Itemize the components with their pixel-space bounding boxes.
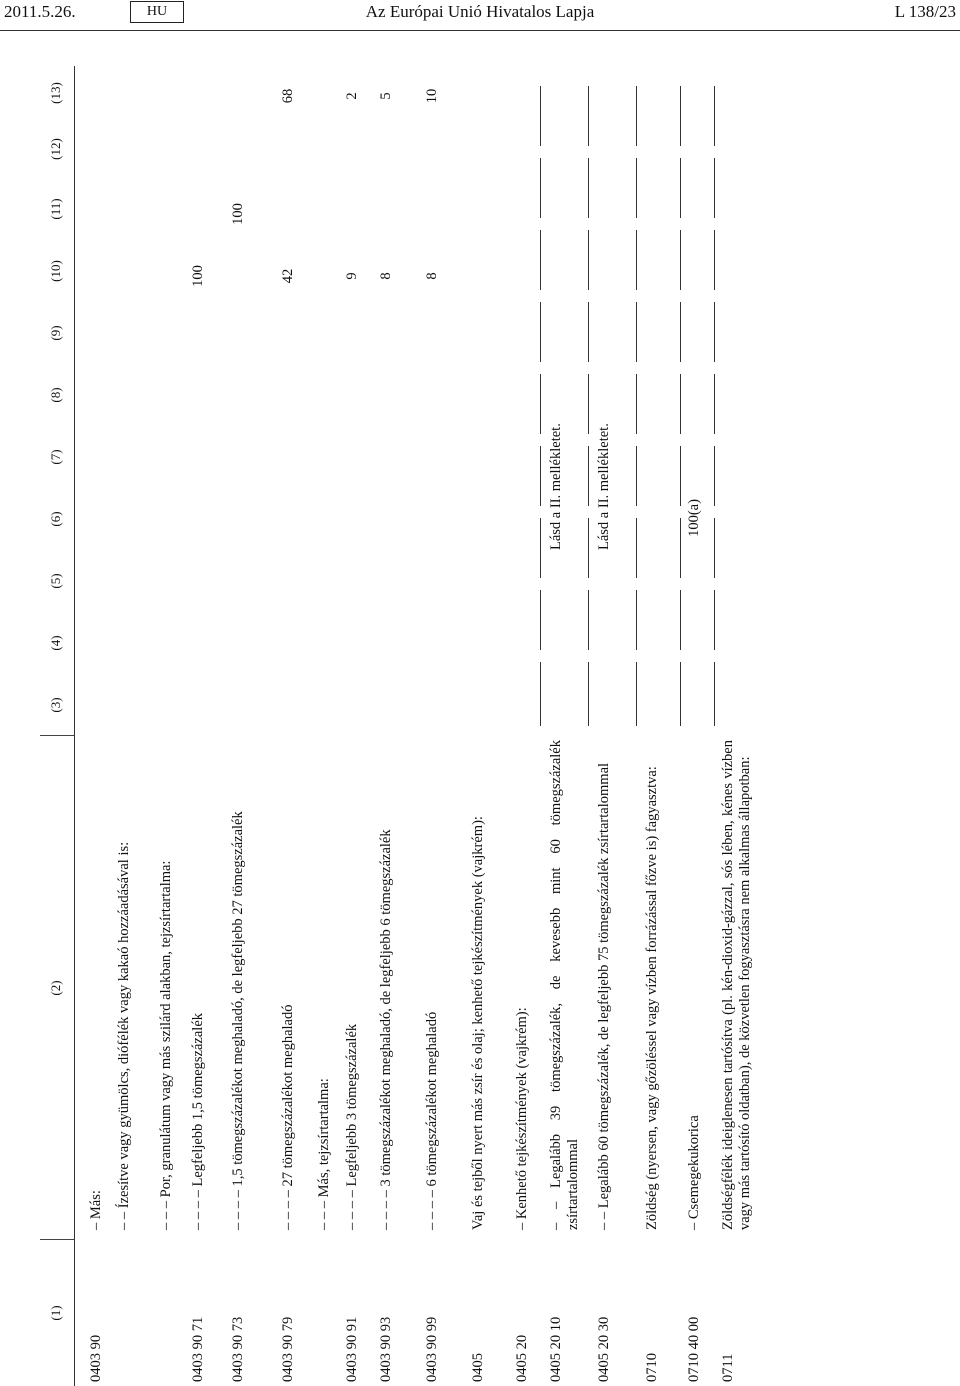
- goods-description: – – – – Legfeljebb 3 tömegszázalék: [344, 1023, 360, 1230]
- goods-description: – – – Más, tejzsírtartalma:: [316, 1078, 332, 1230]
- row-divider: [714, 518, 715, 578]
- column-header: (8): [48, 387, 63, 403]
- header-rule: [74, 66, 75, 1386]
- row-divider: [680, 374, 681, 434]
- column-header: (5): [48, 573, 63, 589]
- tariff-code: 0710 40 00: [686, 1316, 702, 1382]
- row-divider: [714, 446, 715, 506]
- row-divider: [540, 590, 541, 650]
- row-divider: [636, 158, 637, 218]
- row-divider: [636, 518, 637, 578]
- tariff-code: 0403 90 79: [280, 1316, 296, 1382]
- row-divider: [636, 302, 637, 362]
- row-divider: [540, 518, 541, 578]
- row-divider: [636, 662, 637, 726]
- row-divider: [714, 662, 715, 726]
- row-divider: [540, 662, 541, 726]
- row-divider: [540, 86, 541, 146]
- goods-description: – Kenhető tejkészítmények (vajkrém):: [514, 1007, 530, 1230]
- goods-description: – – Legalább 39 tömegszázalék, de kevesebb mint 60 tömegszázalék zsírtartalommal: [548, 740, 581, 1230]
- tariff-code: 0403 90 73: [230, 1316, 246, 1382]
- value-cell: 5: [378, 92, 394, 100]
- tariff-code: 0405: [470, 1353, 486, 1382]
- row-divider: [540, 446, 541, 506]
- value-cell: 100(a): [686, 499, 702, 537]
- row-divider: [636, 86, 637, 146]
- value-cell: 100: [190, 265, 206, 287]
- value-cell: 2: [344, 92, 360, 100]
- row-divider: [680, 518, 681, 578]
- tariff-code: 0403 90 93: [378, 1316, 394, 1382]
- row-divider: [680, 302, 681, 362]
- column-divider: [40, 1239, 74, 1240]
- row-divider: [588, 590, 589, 650]
- tariff-code: 0403 90 91: [344, 1316, 360, 1382]
- tariff-code: 0405 20: [514, 1334, 530, 1382]
- value-cell: 42: [280, 268, 296, 284]
- goods-description: – Csemegekukorica: [686, 1115, 702, 1230]
- row-divider: [680, 158, 681, 218]
- tariff-code: 0710: [644, 1353, 660, 1382]
- tariff-code: 0405 20 10: [548, 1316, 564, 1382]
- header-divider: [0, 30, 960, 31]
- row-divider: [714, 86, 715, 146]
- row-divider: [714, 590, 715, 650]
- row-divider: [588, 86, 589, 146]
- value-cell: 10: [424, 88, 440, 104]
- value-cell: 8: [424, 272, 440, 280]
- row-divider: [588, 518, 589, 578]
- row-divider: [680, 446, 681, 506]
- goods-description: – – Legalább 60 tömegszázalék, de legfeljebb 75 tömegszázalék zsírtartalommal: [596, 762, 612, 1230]
- goods-description: – Más:: [88, 1190, 104, 1230]
- row-divider: [588, 302, 589, 362]
- row-divider: [714, 158, 715, 218]
- value-cell: 9: [344, 272, 360, 280]
- column-divider: [40, 735, 74, 736]
- row-divider: [636, 230, 637, 290]
- column-header: (3): [48, 697, 63, 713]
- tariff-code: 0403 90 99: [424, 1316, 440, 1382]
- goods-description: Zöldség (nyersen, vagy gőzöléssel vagy vízben forrázással főzve is) fagyasztva:: [644, 766, 660, 1230]
- annex-reference: Lásd a II. mellékletet.: [548, 423, 564, 550]
- column-header: (10): [48, 260, 63, 282]
- tariff-table: [40, 66, 960, 1386]
- page-reference: L 138/23: [894, 2, 956, 21]
- column-header: (2): [48, 980, 63, 996]
- row-divider: [588, 230, 589, 290]
- row-divider: [680, 662, 681, 726]
- goods-description: – – – – 1,5 tömegszázalékot meghaladó, de legfeljebb 27 tömegszázalék: [230, 811, 246, 1230]
- column-header: (13): [48, 82, 63, 104]
- column-header: (11): [48, 198, 63, 220]
- row-divider: [588, 374, 589, 434]
- row-divider: [540, 230, 541, 290]
- language-badge: HU: [130, 1, 184, 23]
- row-divider: [714, 374, 715, 434]
- row-divider: [588, 662, 589, 726]
- tariff-code: 0403 90 71: [190, 1316, 206, 1382]
- value-cell: 100: [230, 203, 246, 225]
- tariff-code: 0405 20 30: [596, 1316, 612, 1382]
- tariff-code: 0711: [720, 1353, 736, 1382]
- row-divider: [540, 374, 541, 434]
- goods-description: – – – Por, granulátum vagy más szilárd alakban, tejzsírtartalma:: [158, 860, 174, 1230]
- goods-description: – – Ízesítve vagy gyümölcs, diófélék vagy kakaó hozzáadásával is:: [116, 841, 132, 1230]
- tariff-code: 0403 90: [88, 1334, 104, 1382]
- row-divider: [540, 302, 541, 362]
- row-divider: [540, 158, 541, 218]
- journal-title: Az Európai Unió Hivatalos Lapja: [365, 2, 595, 21]
- row-divider: [680, 230, 681, 290]
- goods-description: Vaj és tejből nyert más zsír és olaj; kenhető tejkészítmények (vajkrém):: [470, 816, 486, 1230]
- column-header: (9): [48, 325, 63, 341]
- row-divider: [588, 158, 589, 218]
- goods-description: Zöldségfélék ideiglenesen tartósítva (pl. kén-dioxid-gázzal, sós lében, kénes vízben vagy más tartósító oldatban), de közvetlen fogyasztásra nem alkalmas állapotban:: [720, 740, 753, 1230]
- row-divider: [588, 446, 589, 506]
- annex-reference: Lásd a II. mellékletet.: [596, 423, 612, 550]
- column-header: (12): [48, 138, 63, 160]
- value-cell: 8: [378, 272, 394, 280]
- publication-date: 2011.5.26.: [4, 2, 76, 21]
- row-divider: [680, 590, 681, 650]
- goods-description: – – – – 27 tömegszázalékot meghaladó: [280, 1004, 296, 1230]
- column-header: (6): [48, 511, 63, 527]
- value-cell: 68: [280, 88, 296, 104]
- goods-description: – – – – Legfeljebb 1,5 tömegszázalék: [190, 1012, 206, 1230]
- row-divider: [714, 230, 715, 290]
- goods-description: – – – – 3 tömegszázalékot meghaladó, de legfeljebb 6 tömegszázalék: [378, 829, 394, 1230]
- row-divider: [714, 302, 715, 362]
- row-divider: [636, 446, 637, 506]
- column-header: (4): [48, 635, 63, 651]
- goods-description: – – – – 6 tömegszázalékot meghaladó: [424, 1011, 440, 1230]
- column-header: (1): [48, 1305, 63, 1321]
- page-header: [0, 0, 960, 30]
- column-header: (7): [48, 449, 63, 465]
- row-divider: [680, 86, 681, 146]
- row-divider: [636, 374, 637, 434]
- row-divider: [636, 590, 637, 650]
